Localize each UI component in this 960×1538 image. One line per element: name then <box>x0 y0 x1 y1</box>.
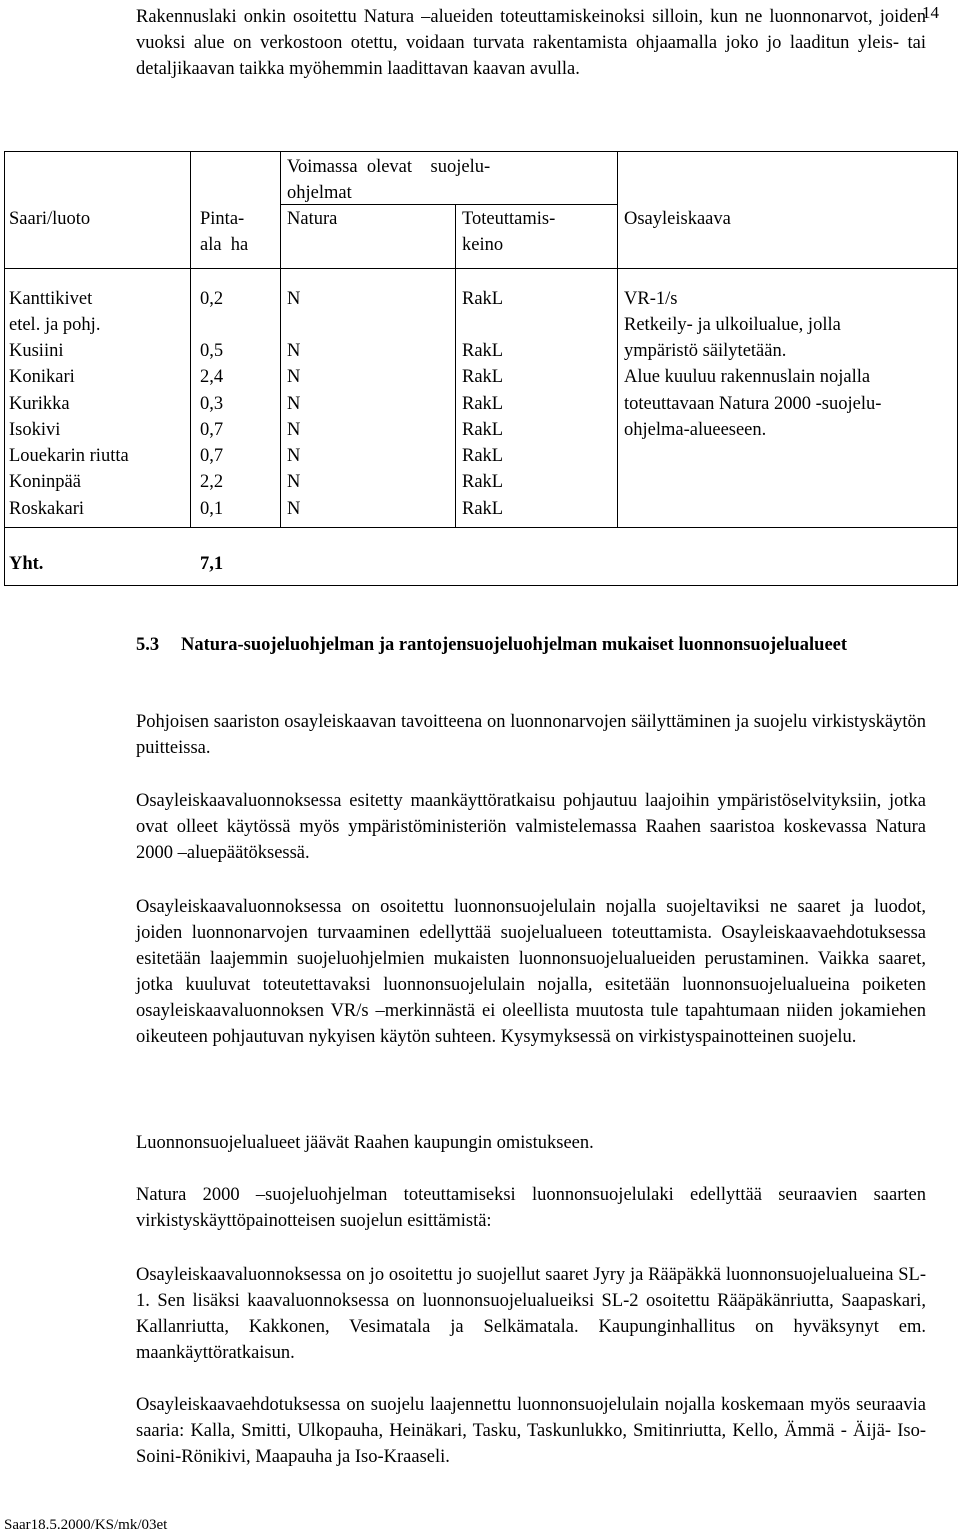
body-paragraph: Osayleiskaavaluonnoksessa esitetty maankäyttöratkaisu pohjautuu laajoihin ympäristöselvityksiin, jotka ovat olleet käytössä myös ympäristöministeriön valmistelemassa Raahen saaristoa koskevassa Natura 2000 –aluepäätöksessä. <box>136 791 926 863</box>
table-top-border <box>4 151 958 152</box>
cell-island: Konikari <box>9 367 75 387</box>
intro-paragraph: Rakennuslaki onkin osoitettu Natura –alueiden toteuttamiskeinoksi silloin, kun ne luonnonarvot, joiden vuoksi alue on verkostoon otettu, voidaan turvata rakentamista ohjaamalla joko jo laaditun yleis- tai detaljikaavan taikka myöhemmin laadittavan kaavan avulla. <box>136 7 926 79</box>
master-plan-line: Retkeily- ja ulkoilualue, jolla <box>624 315 841 335</box>
total-value: 7,1 <box>200 554 224 574</box>
cell-area: 0,7 <box>200 446 224 466</box>
cell-natura: N <box>287 367 301 387</box>
master-plan-line: ohjelma-alueeseen. <box>624 420 767 440</box>
header-implementation-line2: keino <box>462 235 504 255</box>
section-title: Natura-suojeluohjelman ja rantojensuojeluohjelman mukaiset luonnonsuojelualueet <box>181 635 848 655</box>
cell-island: Kurikka <box>9 394 70 414</box>
cell-means: RakL <box>462 499 504 519</box>
body-paragraph: Luonnonsuojelualueet jäävät Raahen kaupungin omistukseen. <box>136 1133 594 1153</box>
body-paragraph: Osayleiskaavaluonnoksessa on osoitettu luonnonsuojelulain nojalla suojeltaviksi ne saaret ja luodot, joiden luonnonarvojen turvaaminen edellyttää suojelualueen toteuttamista. Osayleiskaavaehdotuksessa esitetään laajemmin suojeluohjelmien mukaisten luonnonsuojelualueiden perustaminen. Vaikka saaret, jotka kuuluvat toteutettavaksi luonnonsuojelulain nojalla, esitetään luonnonsuojelualueina poiketen osayleiskaavaluonnoksen VR/s –merkinnästä ei oleellista muutosta tule tapahtumaan niiden jokamiehen oikeuteen pohjautuvan nykyisen käytön suhteen. Kysymyksessä on virkistyspainotteinen suojelu. <box>136 897 926 1047</box>
cell-natura: N <box>287 499 301 519</box>
header-programs-line2: ohjelmat <box>287 183 352 203</box>
cell-means: RakL <box>462 472 504 492</box>
cell-means: RakL <box>462 367 504 387</box>
cell-island: Kanttikivet <box>9 289 93 309</box>
cell-natura: N <box>287 446 301 466</box>
master-plan-line: ympäristö säilytetään. <box>624 341 787 361</box>
master-plan-line: Alue kuuluu rakennuslain nojalla <box>624 367 871 387</box>
cell-island: Isokivi <box>9 420 61 440</box>
cell-means: RakL <box>462 420 504 440</box>
table-col-divider <box>190 151 191 528</box>
table-col-divider <box>617 151 618 528</box>
master-plan-line: toteuttavaan Natura 2000 -suojelu- <box>624 394 882 414</box>
cell-means: RakL <box>462 394 504 414</box>
cell-means: RakL <box>462 289 504 309</box>
body-paragraph: Pohjoisen saariston osayleiskaavan tavoitteena on luonnonarvojen säilyttäminen ja suojelu virkistyskäytön puitteissa. <box>136 712 926 758</box>
table-header-border <box>4 268 958 269</box>
section-number: 5.3 <box>136 635 160 655</box>
cell-island: Kusiini <box>9 341 64 361</box>
cell-island: Louekarin riutta <box>9 446 129 466</box>
header-area-line2: ala ha <box>200 235 249 255</box>
body-paragraph: Osayleiskaavaluonnoksessa on jo osoitettu jo suojellut saaret Jyry ja Rääpäkkä luonnonsuojelualueina SL-1. Sen lisäksi kaavaluonnoksessa on luonnonsuojelualueiksi SL-2 osoitettu Rääpäkänriutta, Saapaskari, Kallanriutta, Kakkonen, Vesimatala ja Selkämatala. Kaupunginhallitus on hyväksynyt em. maankäyttöratkaisun. <box>136 1265 926 1363</box>
cell-area: 0,7 <box>200 420 224 440</box>
body-paragraph: Natura 2000 –suojeluohjelman toteuttamiseksi luonnonsuojelulaki edellyttää seuraavien saarten virkistyskäyttöpainotteisen suojelun esittämistä: <box>136 1185 926 1231</box>
master-plan-line: VR-1/s <box>624 289 678 309</box>
total-label: Yht. <box>9 554 44 574</box>
cell-natura: N <box>287 420 301 440</box>
table-col-divider <box>455 204 456 528</box>
table-right-border <box>957 151 958 586</box>
cell-means: RakL <box>462 341 504 361</box>
footer-reference: Saar18.5.2000/KS/mk/03et <box>4 1517 168 1533</box>
header-island: Saari/luoto <box>9 209 91 229</box>
table-left-border <box>4 151 5 586</box>
header-programs-line1: Voimassa olevat suojelu- <box>287 157 491 177</box>
cell-means: RakL <box>462 446 504 466</box>
cell-natura: N <box>287 472 301 492</box>
table-col-divider <box>280 151 281 528</box>
cell-area: 0,1 <box>200 499 224 519</box>
cell-natura: N <box>287 289 301 309</box>
cell-area: 0,5 <box>200 341 224 361</box>
cell-area: 0,3 <box>200 394 224 414</box>
header-master-plan: Osayleiskaava <box>624 209 731 229</box>
cell-island: Koninpää <box>9 472 81 492</box>
body-paragraph: Osayleiskaavaehdotuksessa on suojelu laajennettu luonnonsuojelulain nojalla koskemaan myös seuraavia saaria: Kalla, Smitti, Ulkopauha, Heinäkari, Tasku, Taskunlukko, Smitinriutta, Kello, Ämmä - Äijä- Iso-Soini-Rönikivi, Maapauha ja Iso-Kraaseli. <box>136 1395 926 1467</box>
cell-island: Roskakari <box>9 499 85 519</box>
cell-area: 0,2 <box>200 289 224 309</box>
page-number: 14 <box>922 3 939 22</box>
header-implementation-line1: Toteuttamis- <box>462 209 556 229</box>
header-area-line1: Pinta- <box>200 209 245 229</box>
header-natura: Natura <box>287 209 338 229</box>
cell-area: 2,4 <box>200 367 224 387</box>
cell-area: 2,2 <box>200 472 224 492</box>
cell-natura: N <box>287 341 301 361</box>
cell-natura: N <box>287 394 301 414</box>
cell-island: etel. ja pohj. <box>9 315 101 335</box>
table-body-bottom-border <box>4 527 958 528</box>
table-bottom-border <box>4 585 958 586</box>
